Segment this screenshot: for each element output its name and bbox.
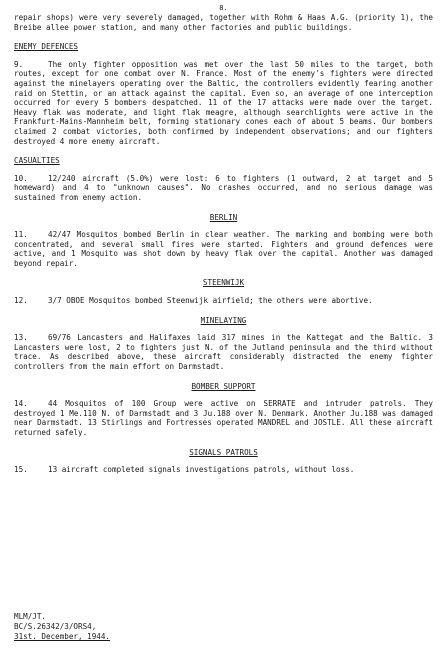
section-heading: SIGNALS PATROLS [189,447,258,457]
paragraph-number: 14. [14,399,28,409]
section-heading: BERLIN [209,212,238,222]
paragraph-number: 11. [14,230,28,240]
section-heading: BOMBER SUPPORT [191,381,256,391]
section-heading: MINELAYING [200,315,247,325]
paragraph-text: 13 aircraft completed signals investigations patrols, without loss. [48,465,355,475]
section-heading: STEENWIJK [202,278,245,288]
paragraph-number: 12. [14,296,28,306]
paragraph-text: 3/7 OBOE Mosquitos bombed Steenwijk airfield; the others were abortive. [48,296,373,306]
paragraph-text: 42/47 Mosquitos bombed Berlin in clear weather. The marking and bombing were both concentrated, and several small fires were started. Fighters and ground defences were active, and 1 Mosquito was shot down by heavy flak over the capital. Another was damaged beyond repair. [14,230,433,268]
numbered-paragraph [14,465,433,475]
paragraph-text: 44 Mosquitos of 100 Group were active on SERRATE and intruder patrols. They destroyed 1 Me.110 N. of Darmstadt and 3 Ju.188 over N. Denmark. Another Ju.188 was damaged near Darmstadt. 13 Stirlings and Fortresses operated MANDREL and JOSTLE. All these aircraft returned safely. [14,399,433,437]
numbered-paragraph [14,399,433,437]
numbered-paragraph [14,296,433,306]
numbered-paragraph [14,230,433,268]
numbered-paragraph [14,174,433,203]
paragraph-text: The only fighter opposition was met over the last 50 miles to the target, both routes, except for one combat over N. France. Most of the enemy's fighters were directed against the minelayers operating over the Baltic, the controllers evidently fearing another raid on Stettin, or an attack against the capital. Even so, an average of one interception occurred for every 5 bombers despatched. 11 of the 17 attacks were made over the target. Heavy flak was moderate, and light flak meagre, although searchlights were active in the Frankfurt-Mains-Mannheim belt, forming stationary cones each of about 5 beams. Our bombers claimed 2 combat victories, both confirmed by independent observations; and our fighters destroyed 4 more enemy aircraft. [14,59,433,146]
paragraph-text: 69/76 Lancasters and Halifaxes laid 317 mines in the Kattegat and the Baltic. 3 Lancasters were lost, 2 to fighters just N. of the Jutland peninsula and the third without trace. As described above, these aircraft considerably distracted the enemy fighter controllers from the main effort on Darmstadt. [14,333,433,372]
numbered-paragraph [14,333,433,371]
footer [14,612,110,642]
section-heading: ENEMY DEFENCES [14,42,79,52]
footer-date: 31st. December, 1944. [14,632,111,641]
intro-paragraph: repair shops) were very severely damaged, together with Rohm & Haas A.G. (priority 1), the Breibe allee power station, and many other factories and public buildings. [14,13,433,32]
paragraph-text: 12/240 aircraft (5.0%) were lost: 6 to fighters (1 outward, 2 at target and 5 homeward) and 4 to "unknown causes". No crashes occurred, and no serious damage was sustained from enemy action. [14,173,433,202]
footer-reference: BC/S.26342/3/ORS4, [14,622,97,631]
sections-container [14,42,433,475]
section-heading: CASUALTIES [14,156,60,166]
paragraph-number: 15. [14,465,28,475]
footer-initials: MLM/JT. [14,612,47,621]
paragraph-number: 10. [14,173,28,183]
paragraph-number: 9. [14,59,24,69]
paragraph-number: 13. [14,333,28,343]
numbered-paragraph [14,60,433,146]
page-number: 8. [219,4,228,12]
